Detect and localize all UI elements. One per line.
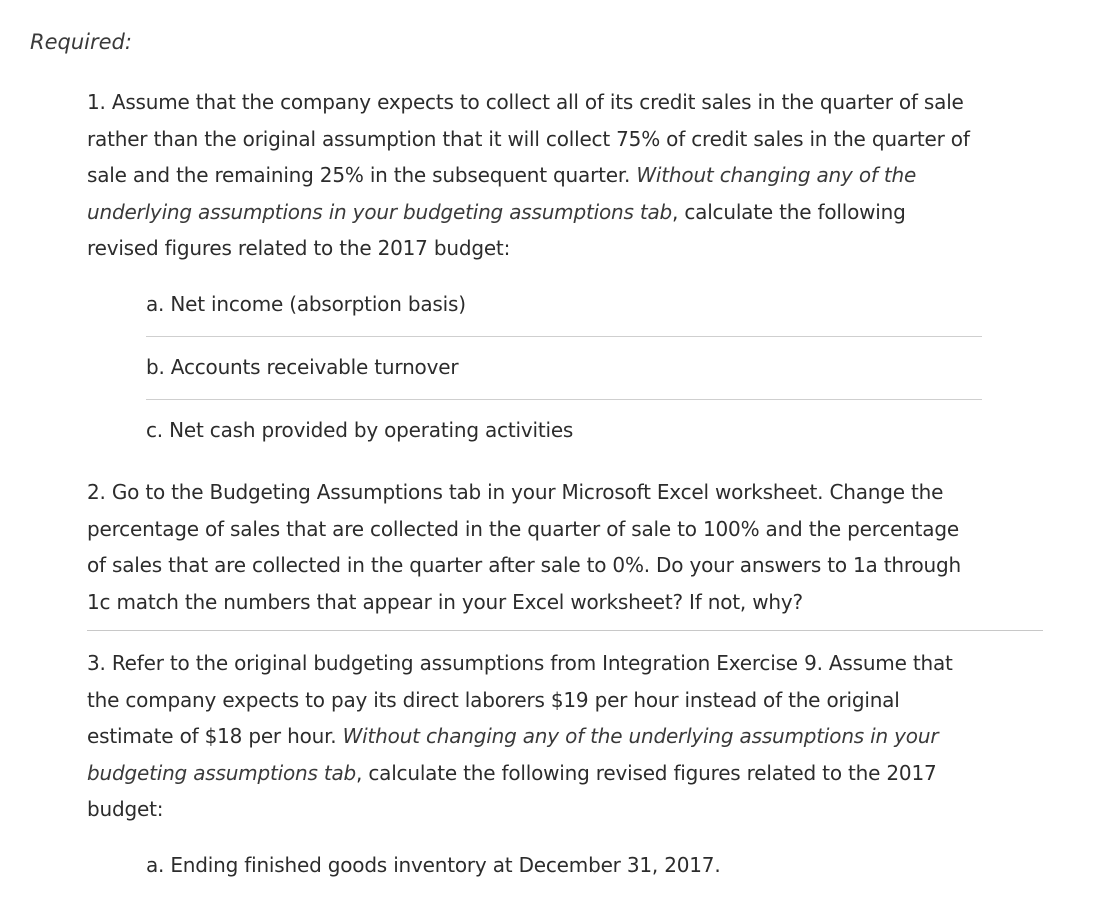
answer-divider-1a [146, 336, 982, 337]
required-heading: Required: [30, 30, 132, 54]
question-3-line-1: 3. Refer to the original budgeting assumptions from Integration Exercise 9. Assume that [87, 651, 953, 675]
question-3-line-5: budget: [87, 797, 164, 821]
question-1-line-3-italic: Without changing any of the [636, 163, 917, 187]
question-3-line-4-plain: , calculate the following revised figures related to the 2017 [356, 760, 937, 785]
question-1-item-c: c. Net cash provided by operating activities [146, 418, 574, 442]
question-2-line-2: percentage of sales that are collected in the quarter of sale to 100% and the percentage [87, 516, 959, 541]
question-3-line-4 [87, 755, 1047, 792]
question-1-line-4-plain: , calculate the following [672, 199, 906, 224]
question-2-line-1: 2. Go to the Budgeting Assumptions tab in your Microsoft Excel worksheet. Change the [87, 480, 944, 504]
answer-divider-1b [146, 399, 982, 400]
question-2-line-3: of sales that are collected in the quarter after sale to 0%. Do your answers to 1a through [87, 553, 961, 577]
question-2-text [87, 474, 1047, 620]
question-3-text [87, 645, 1047, 828]
question-3-line-3-plain: estimate of $18 per hour. [87, 724, 343, 748]
question-2-line-4: 1c match the numbers that appear in your Excel worksheet? If not, why? [87, 589, 803, 614]
question-3-line-3 [87, 718, 1047, 755]
question-3-line-3-italic: Without changing any of the underlying assumptions in your [342, 724, 939, 748]
question-1-line-4-italic: underlying assumptions in your budgeting assumptions tab [87, 199, 673, 224]
answer-divider-2 [87, 630, 1043, 631]
question-1-line-2: rather than the original assumption that it will collect 75% of credit sales in the quarter of [87, 126, 970, 151]
question-1-text [87, 84, 1047, 267]
question-1-item-b: b. Accounts receivable turnover [146, 355, 459, 379]
question-1-line-3 [87, 157, 1047, 194]
question-1-line-3-plain: sale and the remaining 25% in the subsequent quarter. [87, 163, 637, 187]
question-3-item-a: a. Ending finished goods inventory at December 31, 2017. [146, 853, 721, 877]
question-1-line-4 [87, 194, 1047, 231]
question-1-item-a: a. Net income (absorption basis) [146, 292, 466, 316]
question-3-line-4-italic: budgeting assumptions tab [87, 760, 357, 785]
question-1-line-5: revised figures related to the 2017 budget: [87, 236, 511, 260]
question-3-line-2: the company expects to pay its direct laborers $19 per hour instead of the original [87, 687, 900, 712]
question-1-line-1: 1. Assume that the company expects to collect all of its credit sales in the quarter of sale [87, 90, 964, 114]
